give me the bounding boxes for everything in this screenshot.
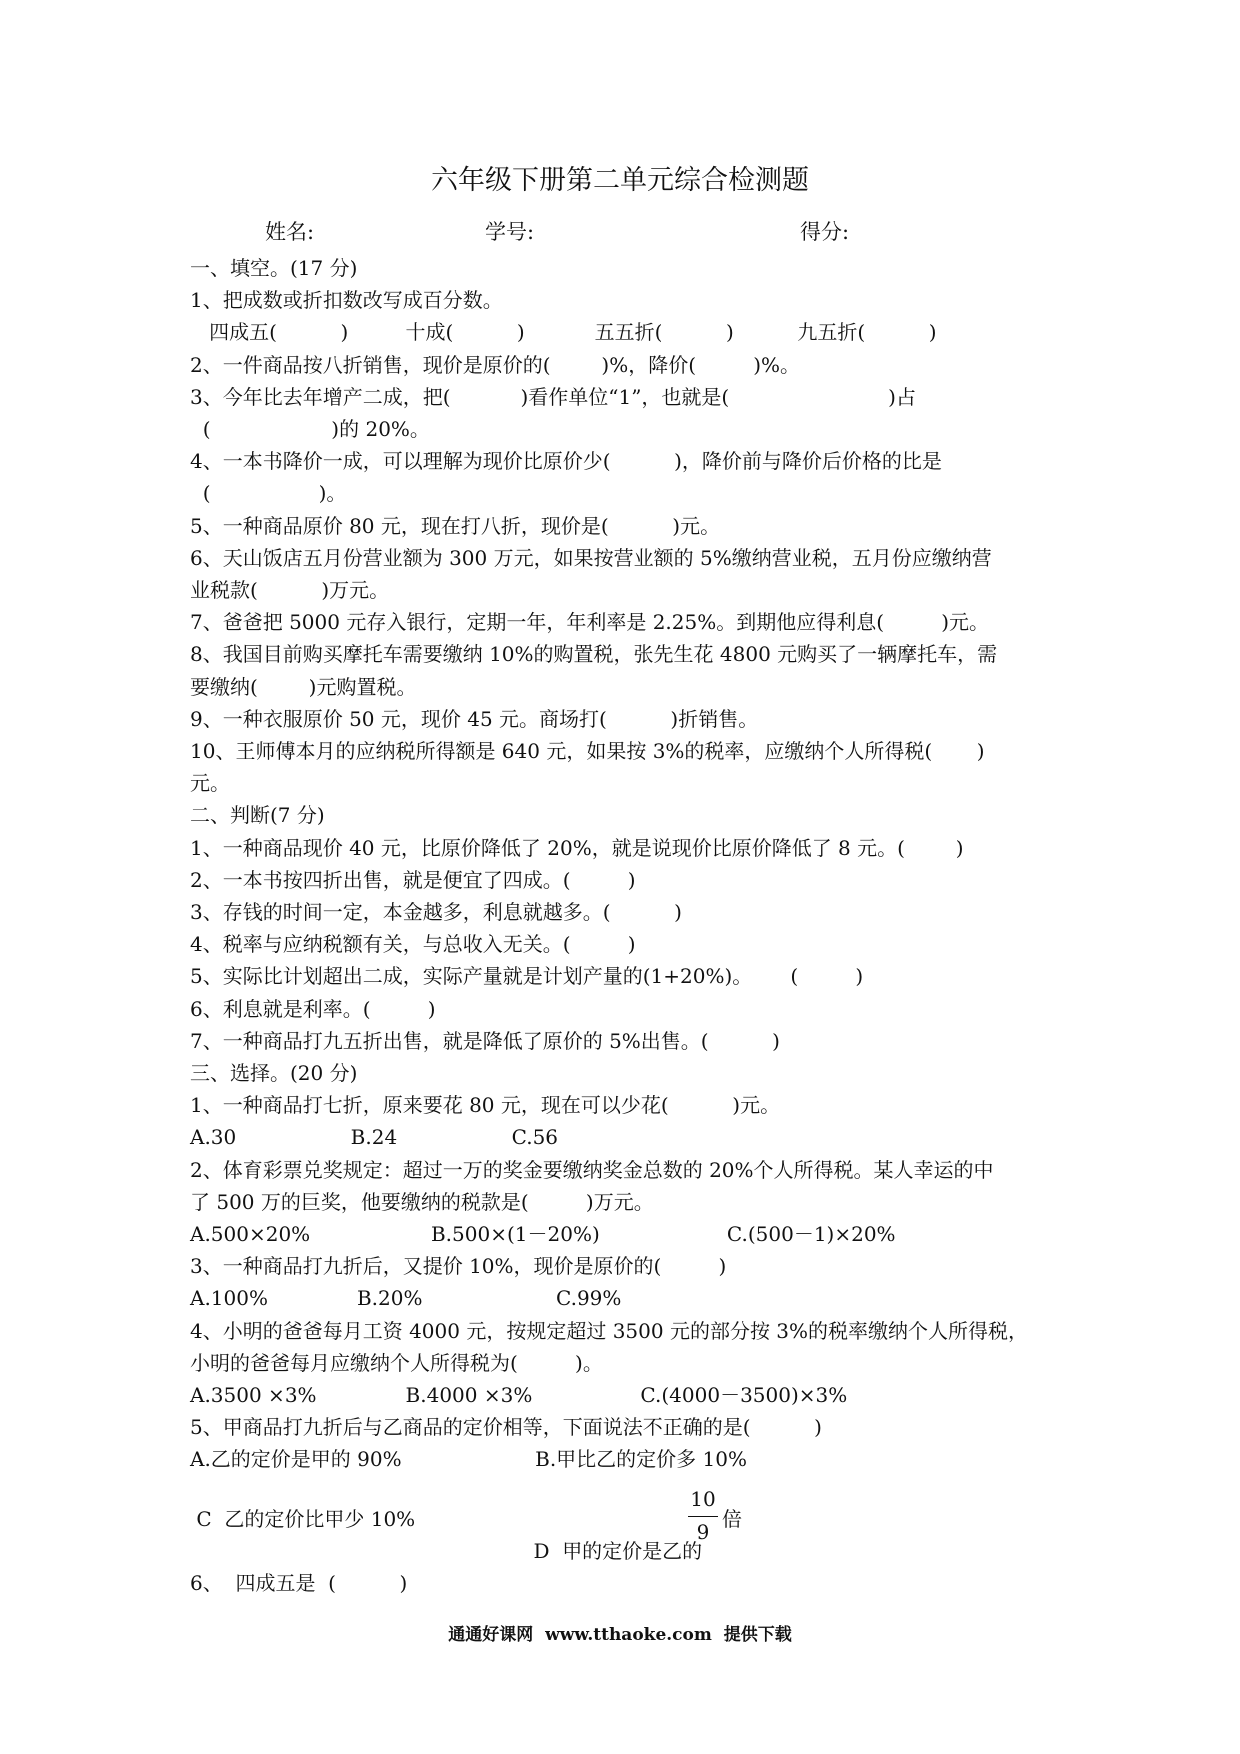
text-line: 了 500 万的巨奖，他要缴纳的税款是( )万元。 — [190, 1190, 654, 1214]
text-line: 6、天山饭店五月份营业额为 300 万元，如果按营业额的 5%缴纳营业税，五月份应缴纳营 — [190, 546, 992, 570]
text-line: A.500×20% B.500×(1－20%) C.(500－1)×20% — [190, 1222, 896, 1246]
text-line: 5、一种商品原价 80 元，现在打八折，现价是( )元。 — [190, 514, 721, 538]
text-line: A.30 B.24 C.56 — [190, 1125, 559, 1149]
page-title: 六年级下册第二单元综合检测题 — [431, 165, 809, 196]
text-line: 二、判断(7 分) — [190, 803, 325, 827]
option-d-suffix: 倍 — [722, 1507, 742, 1531]
text-line: 7、一种商品打九五折出售，就是降低了原价的 5%出售。( ) — [190, 1029, 780, 1053]
question-6: 6、 四成五是 ( ) — [190, 1571, 408, 1595]
text-line: ( )。 — [190, 481, 347, 505]
text-line: 2、一件商品按八折销售，现价是原价的( )%，降价( )%。 — [190, 353, 801, 377]
text-line: 3、一种商品打九折后，又提价 10%，现价是原价的( ) — [190, 1254, 727, 1278]
option-c: C 乙的定价比甲少 10% — [190, 1507, 416, 1531]
text-line: 1、把成数或折扣数改写成百分数。 — [190, 288, 503, 312]
option-d — [508, 1503, 702, 1599]
text-line: 一、填空。(17 分) — [190, 256, 358, 280]
text-line: 9、一种衣服原价 50 元，现价 45 元。商场打( )折销售。 — [190, 707, 759, 731]
text-line: 三、选择。(20 分) — [190, 1061, 358, 1085]
text-line: 7、爸爸把 5000 元存入银行，定期一年，年利率是 2.25%。到期他应得利息( )元。 — [190, 610, 990, 634]
text-line: 5、甲商品打九折后与乙商品的定价相等，下面说法不正确的是( ) — [190, 1415, 822, 1439]
fraction-bar — [688, 1516, 718, 1517]
text-line: 1、一种商品打七折，原来要花 80 元，现在可以少花( )元。 — [190, 1093, 781, 1117]
text-line: 2、一本书按四折出售，就是便宜了四成。( ) — [190, 868, 636, 892]
footer: 通通好课网 www.tthaoke.com 提供下载 — [448, 1625, 792, 1645]
text-line: A.100% B.20% C.99% — [190, 1286, 622, 1310]
text-line: A.3500 ×3% B.4000 ×3% C.(4000－3500)×3% — [190, 1383, 848, 1407]
fraction-numerator: 10 — [690, 1487, 716, 1511]
text-line: 5、实际比计划超出二成，实际产量就是计划产量的(1+20%)。 ( ) — [190, 964, 864, 988]
text-line: ( )的 20%。 — [190, 417, 430, 441]
text-line: 四成五( ) 十成( ) 五五折( ) 九五折( ) — [190, 320, 937, 344]
text-line: 4、税率与应纳税额有关，与总收入无关。( ) — [190, 932, 636, 956]
name-label: 姓名: — [265, 220, 315, 244]
text-line: 要缴纳( )元购置税。 — [190, 675, 417, 699]
option-d-prefix: D 甲的定价是乙的 — [533, 1539, 703, 1563]
text-line: 3、存钱的时间一定，本金越多，利息就越多。( ) — [190, 900, 682, 924]
text-line: 8、我国目前购买摩托车需要缴纳 10%的购置税，张先生花 4800 元购买了一辆摩托车，需 — [190, 642, 998, 666]
text-line: 2、体育彩票兑奖规定：超过一万的奖金要缴纳奖金总数的 20%个人所得税。某人幸运的中 — [190, 1158, 994, 1182]
text-line: 6、利息就是利率。( ) — [190, 997, 436, 1021]
text-line: A.乙的定价是甲的 90% B.甲比乙的定价多 10% — [190, 1447, 747, 1471]
text-line: 元。 — [190, 771, 230, 795]
student-id-label: 学号: — [485, 220, 535, 244]
score-label: 得分: — [800, 220, 850, 244]
fraction-denominator: 9 — [696, 1520, 710, 1544]
text-line: 业税款( )万元。 — [190, 578, 390, 602]
text-line: 3、今年比去年增产二成，把( )看作单位“1”，也就是( )占 — [190, 385, 916, 409]
text-line: 10、王师傅本月的应纳税所得额是 640 元，如果按 3%的税率，应缴纳个人所得税( ) — [190, 739, 985, 763]
text-line: 1、一种商品现价 40 元，比原价降低了 20%，就是说现价比原价降低了 8 元。( ) — [190, 836, 964, 860]
text-line: 小明的爸爸每月应缴纳个人所得税为( )。 — [190, 1351, 603, 1375]
text-line: 4、一本书降价一成，可以理解为现价比原价少( )，降价前与降价后价格的比是 — [190, 449, 942, 473]
text-line: 4、小明的爸爸每月工资 4000 元，按规定超过 3500 元的部分按 3%的税率缴纳个人所得税， — [190, 1319, 1029, 1343]
